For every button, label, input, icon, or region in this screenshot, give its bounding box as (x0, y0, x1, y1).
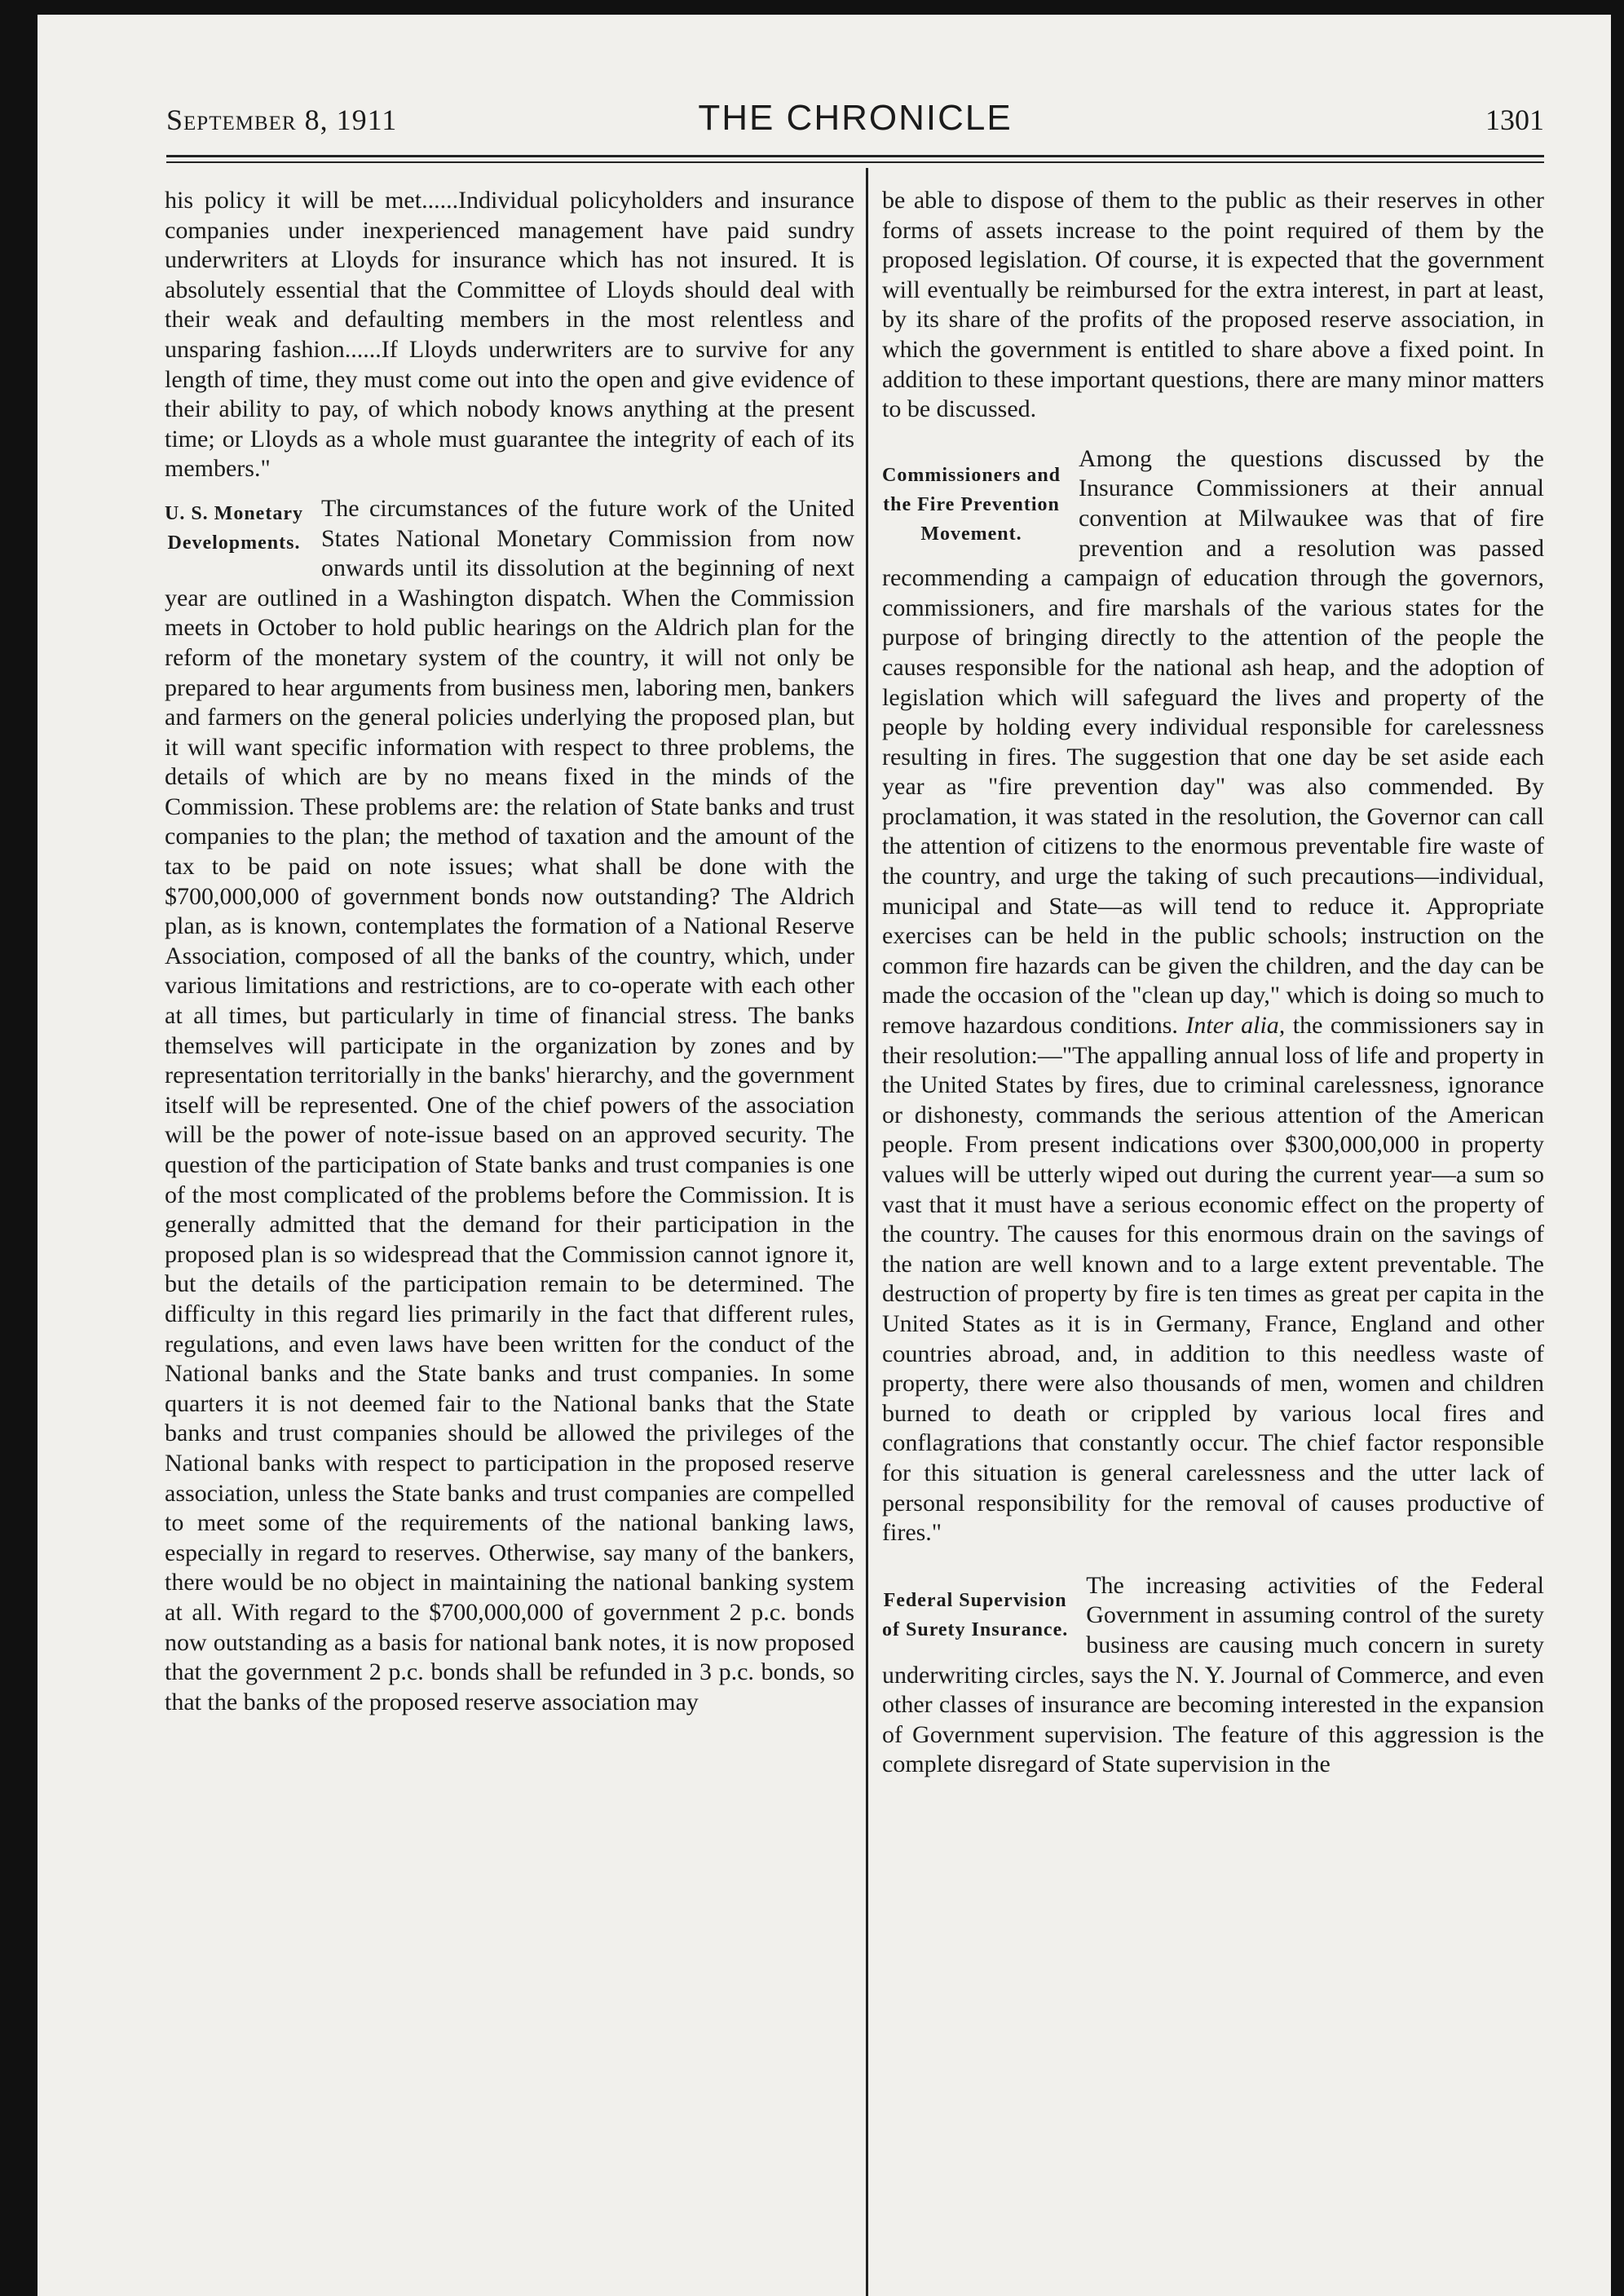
paragraph-reserves: be able to dispose of them to the public as their reserves in other forms of assets increase to the point required of them by the proposed legislation. Of course, it is expected that the government will eventually be reimbursed for the extra interest, in part at least, by its share of the profits of the proposed reserve association, in which the government is entitled to share above a fixed point. In addition to these important questions, there are many minor matters to be discussed. (882, 187, 1544, 423)
sidenote-line: of Surety Insurance. (882, 1618, 1069, 1640)
sidenote-surety (882, 1586, 1068, 1645)
sidenote-line: Federal Supervision (883, 1589, 1067, 1611)
paragraph-monetary: The circumstances of the future work of the United States National Monetary Commission from now onwards until its dissolution at the beginning of next year are outlined in a Washington dispatch. When the Commission meets in October to hold public hearings on the Aldrich plan for the reform of the monetary system of the country, it will not only be prepared to hear arguments from business men, laboring men, bankers and farmers on the general policies underlying the proposed plan, but it will want specific information with respect to three problems, the details of which are by no means fixed in the minds of the Commission. These problems are: the relation of State banks and trust companies to the plan; the method of taxation and the amount of the tax to be paid on note issues; what shall be done with the $700,000,000 of government bonds now outstanding? The Aldrich plan, as is known, contemplates the formation of a National Reserve Association, composed of all the banks of the country, which, under various limitations and restrictions, are to co-operate with each other at all times, but particularly in time of financial stress. The banks themselves will participate in the organization by zones and by representation territorially in the banks' hierarchy, and the government itself will be represented. One of the chief powers of the association will be the power of note-issue based on an approved security. The question of the participation of State banks and trust companies is one of the most complicated of the problems before the Commission. It is generally admitted that the demand for their participation in the proposed plan is so widespread that the Commission cannot ignore it, but the details of the participation remain to be determined. The difficulty in this regard lies primarily in the fact that different rules, regulations, and even laws have been written for the conduct of the National banks and the State banks and trust companies. In some quarters it is not deemed fair to the National banks that the State banks and trust companies should be allowed the privileges of the National banks with respect to participation in the proposed reserve association, unless the State banks and trust companies are compelled to meet some of the requirements of the national banking laws, especially in regard to reserves. Otherwise, say many of the bankers, there would be no object in maintaining the national banking system at all. With regard to the $700,000,000 of government 2 p.c. bonds now outstanding as a basis for national bank notes, it is now proposed that the government 2 p.c. bonds shall be refunded in 3 p.c. bonds, so that the banks of the proposed reserve association may (165, 494, 854, 1715)
right-column (882, 186, 1544, 1780)
paragraph-fire-prevention (882, 444, 1544, 1548)
sidenote-line: Developments. (167, 532, 301, 554)
sidenote-line: U. S. Monetary (165, 502, 303, 524)
sidenote-fire (882, 461, 1061, 549)
scanned-page (38, 15, 1611, 2296)
sidenote-line: Commissioners and (882, 464, 1061, 486)
page-number: 1301 (1485, 104, 1544, 136)
header-date: September 8, 1911 (166, 104, 398, 136)
header-rule-top (166, 155, 1544, 157)
paragraph-lloyds: his policy it will be met......Individual policyholders and insurance companies under inexperienced management have paid sundry underwriters at Lloyds for insurance which has not insured. It is absolutely essential that the Committee of Lloyds should deal with their weak and defaulting members in the most relentless and unsparing fashion......If Lloyds underwriters are to survive for any length of time, they must come out into the open and give evidence of their ability to pay, of which nobody knows anything at the present time; or Lloyds as a whole must guarantee the integrity of each of its members." (165, 187, 854, 483)
sidenote-line: Movement. (920, 523, 1022, 545)
text-run: the commissioners say in their resolution:—"The appalling annual loss of life and property in the United States by fires, due to criminal carelessness, ignorance or dishonesty, commands the serious attention of the American people. From present indications over $300,000,000 in property values will be utterly wiped out during the current year—a sum so vast that it must have a serious economic effect on the property of the country. The causes for this enormous drain on the savings of the nation are well known and to a large extent preventable. The destruction of property by fire is ten times as great per capita in the United States as it is in Germany, France, England and other countries abroad, and, in addition to this needless waste of property, there were also thousands of men, women and children burned to death or crippled by various local fires and conflagrations that constantly occur. The chief factor responsible for this situation is general carelessness and the utter lack of personal responsibility for the removal of causes productive of fires." (882, 1012, 1544, 1547)
sidenote-line: the Fire Prevention (883, 493, 1060, 515)
running-header (166, 96, 1544, 145)
text-run: Among the questions discussed by the Insurance Commissioners at their annual convention at Milwaukee was that of fire prevention and a resolution was passed recommending a campaign of education through the governors, commissioners, and fire marshals of the various states for the purpose of bringing directly to the attention of the people the causes responsible for the national ash heap, and the adoption of legislation which will safeguard the lives and property of the people by holding every individual responsible for carelessness resulting in fires. The suggestion that one day be set aside each year as "fire prevention day" was also commended. By proclamation, it was stated in the resolution, the Governor can call the attention of citizens to the enormous preventable fire waste of the country, and urge the taking of such precautions—individual, municipal and State—as will tend to reduce it. Appropriate exercises can be held in the public schools; instruction on the common fire hazards can be given the children, and the day can be made the occasion of the "clean up day," which is doing so much to remove hazardous conditions. (882, 444, 1544, 1040)
journal-title: THE CHRONICLE (698, 98, 1013, 138)
text-run-italic: Inter alia, (1185, 1012, 1286, 1040)
paragraph-surety: The increasing activities of the Federal Government in assuming control of the surety business are causing much concern in surety underwriting circles, says the N. Y. Journal of Commerce, and even other classes of insurance are becoming interested in the expansion of Government supervision. The feature of this aggression is the complete disregard of State supervision in the (882, 1571, 1544, 1778)
column-divider (866, 168, 868, 2296)
sidenote-monetary (165, 499, 303, 558)
left-column (165, 186, 854, 1717)
header-rule-bottom (166, 161, 1544, 163)
